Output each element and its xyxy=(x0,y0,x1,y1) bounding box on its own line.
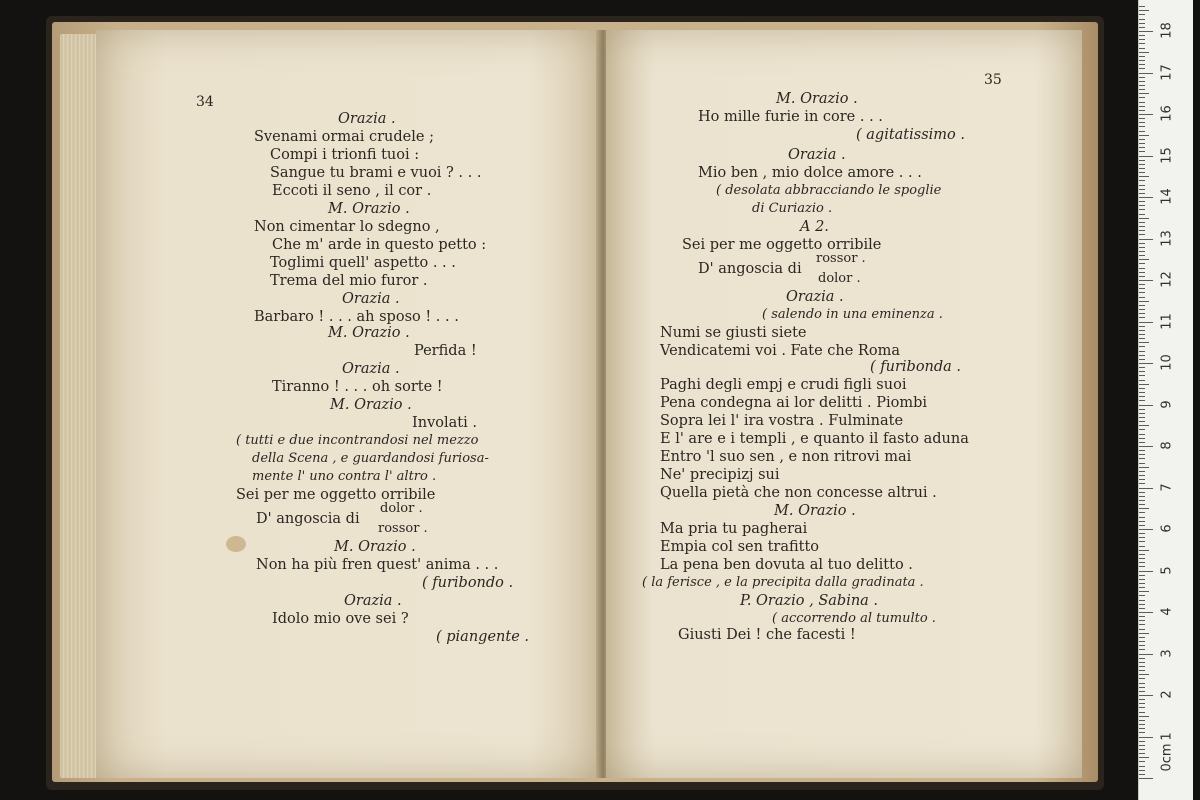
ruler-tick xyxy=(1139,172,1145,173)
stage-direction: ( agitatissimo . xyxy=(856,127,965,143)
ruler-number: 2 xyxy=(1159,690,1175,699)
ruler-number: 12 xyxy=(1159,271,1175,288)
ruler-tick xyxy=(1139,234,1145,235)
ruler-tick xyxy=(1139,554,1145,555)
ruler-tick xyxy=(1139,322,1153,323)
ruler-tick xyxy=(1139,720,1145,721)
ruler-tick xyxy=(1139,496,1145,497)
paper-stain xyxy=(226,536,246,552)
ruler-tick xyxy=(1139,176,1149,177)
ruler-tick xyxy=(1139,122,1145,123)
ruler-tick xyxy=(1139,450,1145,451)
ruler-tick xyxy=(1139,699,1145,700)
ruler-tick xyxy=(1139,346,1145,347)
verse-line: Giusti Dei ! che facesti ! xyxy=(678,627,856,643)
ruler-tick xyxy=(1139,297,1145,298)
ruler-tick xyxy=(1139,375,1145,376)
ruler-number: 5 xyxy=(1159,565,1175,575)
speaker-label: Orazia . xyxy=(338,111,396,127)
ruler-tick xyxy=(1139,488,1153,489)
speaker-label: Orazia . xyxy=(344,593,402,609)
ruler-tick xyxy=(1139,575,1145,576)
verse-line: Toglimi quell' aspetto . . . xyxy=(270,255,456,271)
speaker-label: P. Orazio , Sabina . xyxy=(740,593,879,609)
ruler-tick xyxy=(1139,56,1145,57)
verse-line: Ho mille furie in core . . . xyxy=(698,109,883,125)
ruler-tick xyxy=(1139,288,1145,289)
ruler-tick xyxy=(1139,400,1145,401)
ruler-tick xyxy=(1139,641,1145,642)
ruler-tick xyxy=(1139,454,1145,455)
ruler-tick xyxy=(1139,135,1149,136)
ruler-tick xyxy=(1139,595,1145,596)
ruler-tick xyxy=(1139,39,1145,40)
speaker-label: Orazia . xyxy=(786,289,844,305)
ruler-tick xyxy=(1139,666,1145,667)
verse-line: D' angoscia di xyxy=(698,261,802,277)
ruler-tick xyxy=(1139,624,1145,625)
ruler-tick xyxy=(1139,600,1145,601)
verse-line: Empia col sen trafitto xyxy=(660,539,820,555)
ruler-tick xyxy=(1139,458,1145,459)
verse-line: rossor . xyxy=(816,251,866,266)
verse-line: Idolo mio ove sei ? xyxy=(272,611,409,627)
ruler-tick xyxy=(1139,566,1145,567)
ruler-tick xyxy=(1139,164,1145,165)
ruler-tick xyxy=(1139,43,1145,44)
ruler-tick xyxy=(1139,629,1145,630)
ruler-tick xyxy=(1139,695,1153,696)
ruler-tick xyxy=(1139,724,1145,725)
verse-line: dolor . xyxy=(818,271,861,286)
ruler-tick xyxy=(1139,326,1145,327)
speaker-label: M. Orazio . xyxy=(774,503,856,519)
verse-line: Perfida ! xyxy=(414,343,477,359)
ruler-tick xyxy=(1139,214,1145,215)
verse-line: Ne' precipizj sui xyxy=(660,467,780,483)
measuring-ruler xyxy=(1138,0,1193,800)
ruler-tick xyxy=(1139,197,1153,198)
ruler-tick xyxy=(1139,512,1145,513)
ruler-tick xyxy=(1139,351,1145,352)
ruler-number: 14 xyxy=(1159,188,1175,205)
ruler-tick xyxy=(1139,255,1145,256)
ruler-tick xyxy=(1139,31,1153,32)
ruler-tick xyxy=(1139,276,1145,277)
stage-direction: ( tutti e due incontrandosi nel mezzo xyxy=(236,433,479,448)
ruler-tick xyxy=(1139,405,1153,406)
ruler-tick xyxy=(1139,330,1145,331)
ruler-tick xyxy=(1139,396,1145,397)
ruler-tick xyxy=(1139,239,1153,240)
ruler-tick xyxy=(1139,106,1145,107)
ruler-tick xyxy=(1139,517,1145,518)
ruler-tick xyxy=(1139,301,1149,302)
ruler-number: 8 xyxy=(1159,441,1175,450)
ruler-tick xyxy=(1139,687,1145,688)
ruler-tick xyxy=(1139,434,1145,435)
ruler-tick xyxy=(1139,292,1145,293)
ruler-tick xyxy=(1139,168,1145,169)
verse-line: Vendicatemi voi . Fate che Roma xyxy=(660,343,900,359)
ruler-tick xyxy=(1139,712,1145,713)
ruler-tick xyxy=(1139,380,1145,381)
stage-direction: di Curiazio . xyxy=(752,201,833,216)
verse-line: Entro 'l suo sen , e non ritrovi mai xyxy=(660,449,912,465)
ruler-tick xyxy=(1139,218,1149,219)
ruler-tick xyxy=(1139,102,1145,103)
ruler-tick xyxy=(1139,193,1145,194)
ruler-tick xyxy=(1139,425,1149,426)
ruler-tick xyxy=(1139,571,1153,572)
ruler-number: 18 xyxy=(1159,22,1175,39)
speaker-label: M. Orazio . xyxy=(330,397,412,413)
ruler-tick xyxy=(1139,778,1153,779)
ruler-tick xyxy=(1139,81,1145,82)
ruler-number: 16 xyxy=(1159,105,1175,122)
speaker-label: M. Orazio . xyxy=(328,325,410,341)
stage-direction: ( furibondo . xyxy=(422,575,514,591)
ruler-tick xyxy=(1139,492,1145,493)
ruler-tick xyxy=(1139,89,1145,90)
ruler-tick xyxy=(1139,14,1145,15)
stage-direction: ( desolata abbracciando le spoglie xyxy=(716,183,942,198)
ruler-tick xyxy=(1139,247,1145,248)
ruler-tick xyxy=(1139,342,1149,343)
ruler-tick xyxy=(1139,409,1145,410)
ruler-tick xyxy=(1139,338,1145,339)
ruler-tick xyxy=(1139,558,1145,559)
ruler-tick xyxy=(1139,529,1153,530)
ruler-tick xyxy=(1139,604,1145,605)
ruler-tick xyxy=(1139,280,1153,281)
ruler-tick xyxy=(1139,205,1145,206)
page-leaves-edge xyxy=(60,34,100,778)
ruler-tick xyxy=(1139,268,1145,269)
stage-direction: della Scena , e guardandosi furiosa- xyxy=(252,451,489,466)
ruler-tick xyxy=(1139,209,1145,210)
speaker-label: Orazia . xyxy=(342,291,400,307)
stage-direction: ( piangente . xyxy=(436,629,529,645)
right-page xyxy=(606,30,1082,778)
ruler-tick xyxy=(1139,508,1149,509)
ruler-tick xyxy=(1139,114,1153,115)
ruler-tick xyxy=(1139,766,1145,767)
ruler-tick xyxy=(1139,658,1145,659)
ruler-tick xyxy=(1139,521,1145,522)
ruler-tick xyxy=(1139,683,1145,684)
ruler-tick xyxy=(1139,753,1145,754)
verse-line: Compi i trionfi tuoi : xyxy=(270,147,420,163)
ruler-tick xyxy=(1139,97,1145,98)
ruler-tick xyxy=(1139,185,1145,186)
ruler-tick xyxy=(1139,334,1145,335)
ruler-tick xyxy=(1139,504,1145,505)
ruler-tick xyxy=(1139,126,1145,127)
ruler-number: 6 xyxy=(1159,524,1175,533)
ruler-tick xyxy=(1139,226,1145,227)
ruler-tick xyxy=(1139,670,1145,671)
ruler-tick xyxy=(1139,23,1145,24)
ruler-tick xyxy=(1139,479,1145,480)
ruler-tick xyxy=(1139,633,1149,634)
ruler-tick xyxy=(1139,371,1145,372)
ruler-tick xyxy=(1139,118,1145,119)
ruler-tick xyxy=(1139,68,1145,69)
ruler-tick xyxy=(1139,64,1145,65)
verse-line: D' angoscia di xyxy=(256,511,360,527)
ruler-tick xyxy=(1139,500,1145,501)
ruler-number: 1 xyxy=(1159,731,1175,741)
ruler-tick xyxy=(1139,616,1145,617)
ruler-tick xyxy=(1139,151,1145,152)
ruler-number: 11 xyxy=(1159,312,1175,330)
ruler-number: 15 xyxy=(1159,146,1175,164)
ruler-tick xyxy=(1139,147,1145,148)
ruler-tick xyxy=(1139,579,1145,580)
verse-line: Che m' arde in questo petto : xyxy=(272,237,487,253)
speaker-label: Orazia . xyxy=(342,361,400,377)
ruler-tick xyxy=(1139,471,1145,472)
ruler-tick xyxy=(1139,160,1145,161)
verse-line: Pena condegna ai lor delitti . Piombi xyxy=(660,395,928,411)
ruler-tick xyxy=(1139,413,1145,414)
ruler-tick xyxy=(1139,467,1149,468)
ruler-number: 10 xyxy=(1159,354,1175,371)
ruler-number: 9 xyxy=(1159,399,1175,409)
speaker-label: A 2. xyxy=(800,219,829,235)
verse-line: Tiranno ! . . . oh sorte ! xyxy=(272,379,443,395)
ruler-tick xyxy=(1139,483,1145,484)
verse-line: Eccoti il seno , il cor . xyxy=(272,183,432,199)
ruler-tick xyxy=(1139,243,1145,244)
ruler-tick xyxy=(1139,263,1145,264)
verse-line: Involati . xyxy=(412,415,477,431)
ruler-tick xyxy=(1139,637,1145,638)
ruler-tick xyxy=(1139,525,1145,526)
ruler-tick xyxy=(1139,591,1149,592)
ruler-tick xyxy=(1139,110,1145,111)
ruler-tick xyxy=(1139,52,1149,53)
ruler-tick xyxy=(1139,562,1145,563)
ruler-tick xyxy=(1139,259,1149,260)
ruler-tick xyxy=(1139,612,1153,613)
ruler-tick xyxy=(1139,533,1145,534)
verse-line: Sei per me oggetto orribile xyxy=(236,487,436,503)
ruler-tick xyxy=(1139,73,1153,74)
stage-direction: ( salendo in una eminenza . xyxy=(762,307,943,322)
ruler-tick xyxy=(1139,749,1145,750)
ruler-tick xyxy=(1139,10,1149,11)
verse-line: La pena ben dovuta al tuo delitto . xyxy=(660,557,913,573)
ruler-tick xyxy=(1139,757,1149,758)
ruler-tick xyxy=(1139,156,1153,157)
ruler-tick xyxy=(1139,367,1145,368)
ruler-tick xyxy=(1139,421,1145,422)
speaker-label: M. Orazio . xyxy=(776,91,858,107)
verse-line: Sei per me oggetto orribile xyxy=(682,237,882,253)
ruler-tick xyxy=(1139,139,1145,140)
verse-line: Trema del mio furor . xyxy=(270,273,428,289)
ruler-tick xyxy=(1139,77,1145,78)
verse-line: Numi se giusti siete xyxy=(660,325,807,341)
ruler-tick xyxy=(1139,251,1145,252)
ruler-tick xyxy=(1139,761,1145,762)
verse-line: Sopra lei l' ira vostra . Fulminate xyxy=(660,413,904,429)
right-page-number: 35 xyxy=(984,72,1002,88)
ruler-tick xyxy=(1139,649,1145,650)
ruler-tick xyxy=(1139,317,1145,318)
ruler-tick xyxy=(1139,446,1153,447)
verse-line: dolor . xyxy=(380,501,423,516)
ruler-tick xyxy=(1139,131,1145,132)
ruler-tick xyxy=(1139,674,1149,675)
verse-line: E l' are e i templi , e quanto il fasto aduna xyxy=(660,431,969,447)
ruler-tick xyxy=(1139,27,1145,28)
ruler-tick xyxy=(1139,678,1145,679)
speaker-label: M. Orazio . xyxy=(334,539,416,555)
stage-direction: ( furibonda . xyxy=(870,359,962,375)
ruler-tick xyxy=(1139,313,1145,314)
left-page xyxy=(96,30,600,778)
ruler-tick xyxy=(1139,662,1145,663)
ruler-tick xyxy=(1139,438,1145,439)
ruler-tick xyxy=(1139,550,1149,551)
ruler-tick xyxy=(1139,60,1145,61)
ruler-tick xyxy=(1139,388,1145,389)
ruler-tick xyxy=(1139,363,1153,364)
ruler-tick xyxy=(1139,417,1145,418)
ruler-tick xyxy=(1139,392,1145,393)
ruler-tick xyxy=(1139,645,1145,646)
ruler-tick xyxy=(1139,305,1145,306)
ruler-tick xyxy=(1139,475,1145,476)
ruler-tick xyxy=(1139,737,1153,738)
ruler-tick xyxy=(1139,741,1145,742)
ruler-tick xyxy=(1139,429,1145,430)
ruler-tick xyxy=(1139,384,1149,385)
ruler-tick xyxy=(1139,143,1145,144)
stage-direction: ( accorrendo al tumulto . xyxy=(772,611,936,626)
ruler-tick xyxy=(1139,284,1145,285)
ruler-tick xyxy=(1139,537,1145,538)
ruler-tick xyxy=(1139,716,1149,717)
ruler-tick xyxy=(1139,587,1145,588)
ruler-tick xyxy=(1139,35,1145,36)
ruler-tick xyxy=(1139,541,1145,542)
ruler-tick xyxy=(1139,359,1145,360)
ruler-tick xyxy=(1139,546,1145,547)
ruler-tick xyxy=(1139,608,1145,609)
ruler-tick xyxy=(1139,189,1145,190)
ruler-number: 0cm xyxy=(1159,743,1175,772)
verse-line: Svenami ormai crudele ; xyxy=(254,129,434,145)
ruler-tick xyxy=(1139,463,1145,464)
ruler-tick xyxy=(1139,93,1149,94)
verse-line: Sangue tu brami e vuoi ? . . . xyxy=(270,165,482,181)
stage-direction: ( la ferisce , e la precipita dalla gradinata . xyxy=(642,575,924,590)
ruler-tick xyxy=(1139,48,1145,49)
verse-line: Non ha più fren quest' anima . . . xyxy=(256,557,499,573)
ruler-tick xyxy=(1139,355,1145,356)
speaker-label: Orazia . xyxy=(788,147,846,163)
ruler-tick xyxy=(1139,85,1145,86)
ruler-tick xyxy=(1139,272,1145,273)
ruler-tick xyxy=(1139,654,1153,655)
ruler-tick xyxy=(1139,707,1145,708)
stage-direction: mente l' uno contra l' altro . xyxy=(252,469,437,484)
ruler-tick xyxy=(1139,442,1145,443)
ruler-tick xyxy=(1139,19,1145,20)
verse-line: Ma pria tu pagherai xyxy=(660,521,808,537)
ruler-tick xyxy=(1139,230,1145,231)
ruler-number: 4 xyxy=(1159,607,1175,616)
verse-line: Paghi degli empj e crudi figli suoi xyxy=(660,377,907,393)
ruler-tick xyxy=(1139,774,1145,775)
ruler-tick xyxy=(1139,745,1145,746)
ruler-number: 13 xyxy=(1159,229,1175,247)
ruler-tick xyxy=(1139,703,1145,704)
ruler-number: 7 xyxy=(1159,482,1175,492)
verse-line: rossor . xyxy=(378,521,428,536)
ruler-tick xyxy=(1139,180,1145,181)
ruler-tick xyxy=(1139,620,1145,621)
ruler-tick xyxy=(1139,691,1145,692)
verse-line: Mio ben , mio dolce amore . . . xyxy=(698,165,922,181)
ruler-tick xyxy=(1139,728,1145,729)
verse-line: Quella pietà che non concesse altrui . xyxy=(660,485,937,501)
ruler-tick xyxy=(1139,201,1145,202)
ruler-tick xyxy=(1139,222,1145,223)
ruler-number: 17 xyxy=(1159,63,1175,81)
verse-line: Barbaro ! . . . ah sposo ! . . . xyxy=(254,309,459,325)
left-page-number: 34 xyxy=(196,94,214,110)
ruler-tick xyxy=(1139,770,1145,771)
ruler-tick xyxy=(1139,6,1145,7)
ruler-tick xyxy=(1139,309,1145,310)
ruler-tick xyxy=(1139,732,1145,733)
speaker-label: M. Orazio . xyxy=(328,201,410,217)
ruler-number: 3 xyxy=(1159,648,1175,658)
verse-line: Non cimentar lo sdegno , xyxy=(254,219,440,235)
ruler-tick xyxy=(1139,583,1145,584)
